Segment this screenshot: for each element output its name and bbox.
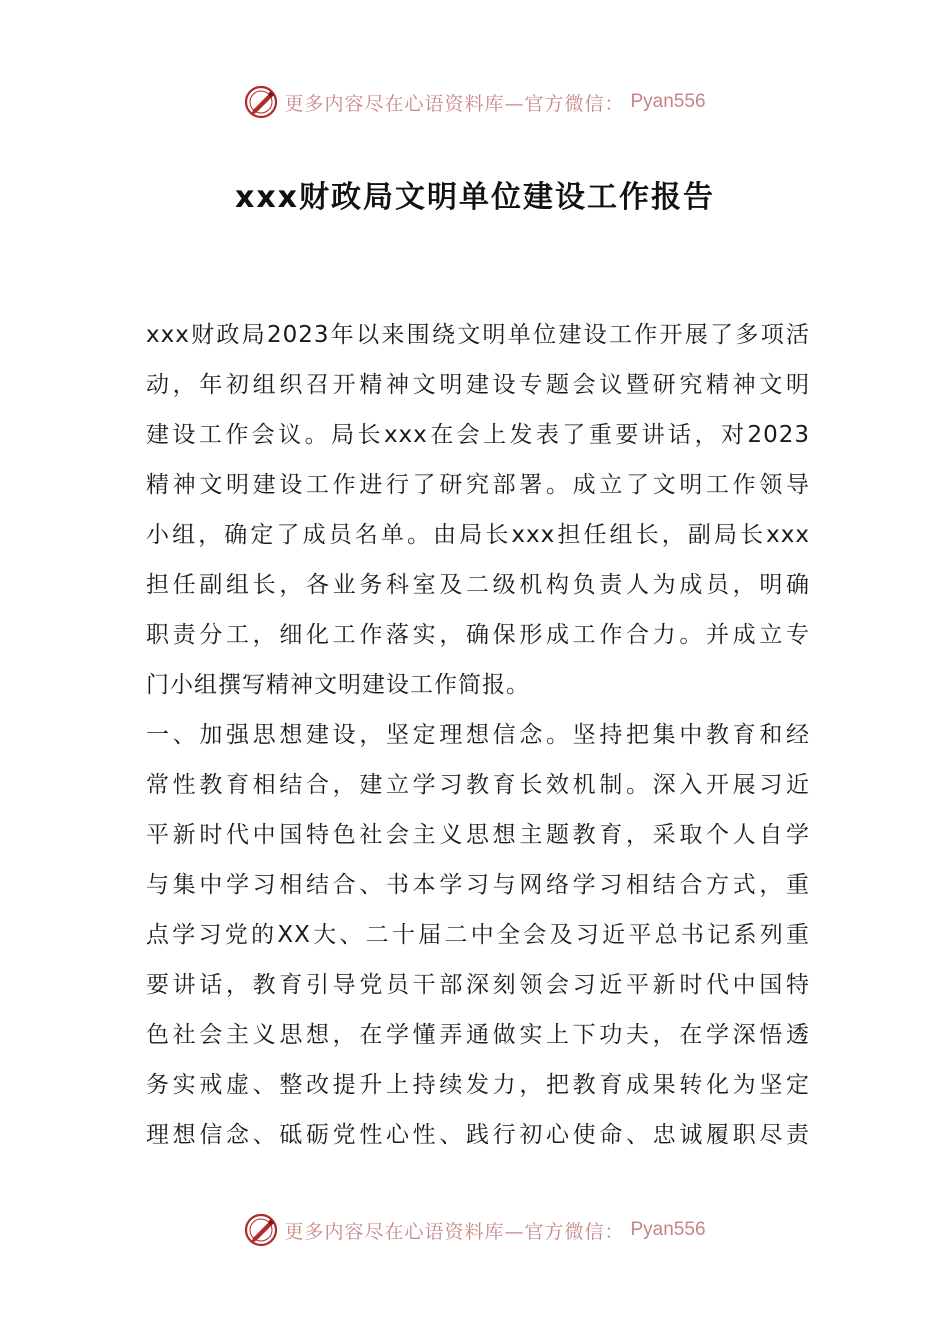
watermark-footer [0, 1210, 950, 1250]
body-line: 务实戒虚、整改提升上持续发力，把教育成果转化为坚定 [146, 1072, 810, 1098]
body-line: 小组，确定了成员名单。由局长xxx担任组长，副局长xxx [146, 522, 810, 548]
watermark-header [0, 82, 950, 122]
body-line: 平新时代中国特色社会主义思想主题教育，采取个人自学 [146, 822, 810, 848]
body-line: 色社会主义思想，在学懂弄通做实上下功夫，在学深悟透 [146, 1022, 810, 1048]
watermark-text: 更多内容尽在心语资料库—官方微信： [284, 92, 625, 115]
body-line: 一、加强思想建设，坚定理想信念。坚持把集中教育和经 [146, 722, 810, 748]
document-body [146, 310, 810, 1160]
watermark-text: 更多内容尽在心语资料库—官方微信： [284, 1220, 625, 1243]
watermark-wechat-id: Pyan556 [630, 1219, 706, 1240]
body-line: 与集中学习相结合、书本学习与网络学习相结合方式，重 [146, 872, 810, 898]
body-line: 精神文明建设工作进行了研究部署。成立了文明工作领导 [146, 472, 810, 498]
body-line: 建设工作会议。局长xxx在会上发表了重要讲话，对2023 [146, 422, 810, 448]
body-line: 担任副组长，各业务科室及二级机构负责人为成员，明确 [146, 572, 810, 598]
body-line: 理想信念、砥砺党性心性、践行初心使命、忠诚履职尽责 [146, 1122, 810, 1148]
body-line: 常性教育相结合，建立学习教育长效机制。深入开展习近 [146, 772, 810, 798]
pen-logo-icon [244, 85, 278, 119]
body-line: xxx财政局2023年以来围绕文明单位建设工作开展了多项活 [146, 322, 810, 348]
body-line: 门小组撰写精神文明建设工作简报。 [146, 672, 530, 698]
document-title: xxx财政局文明单位建设工作报告 [234, 180, 716, 215]
pen-logo-icon [244, 1213, 278, 1247]
watermark-wechat-id: Pyan556 [630, 91, 706, 112]
body-line: 动，年初组织召开精神文明建设专题会议暨研究精神文明 [146, 372, 810, 398]
body-line: 点学习党的XX大、二十届二中全会及习近平总书记系列重 [146, 922, 810, 948]
body-line: 要讲话，教育引导党员干部深刻领会习近平新时代中国特 [146, 972, 810, 998]
body-line: 职责分工，细化工作落实，确保形成工作合力。并成立专 [146, 622, 810, 648]
